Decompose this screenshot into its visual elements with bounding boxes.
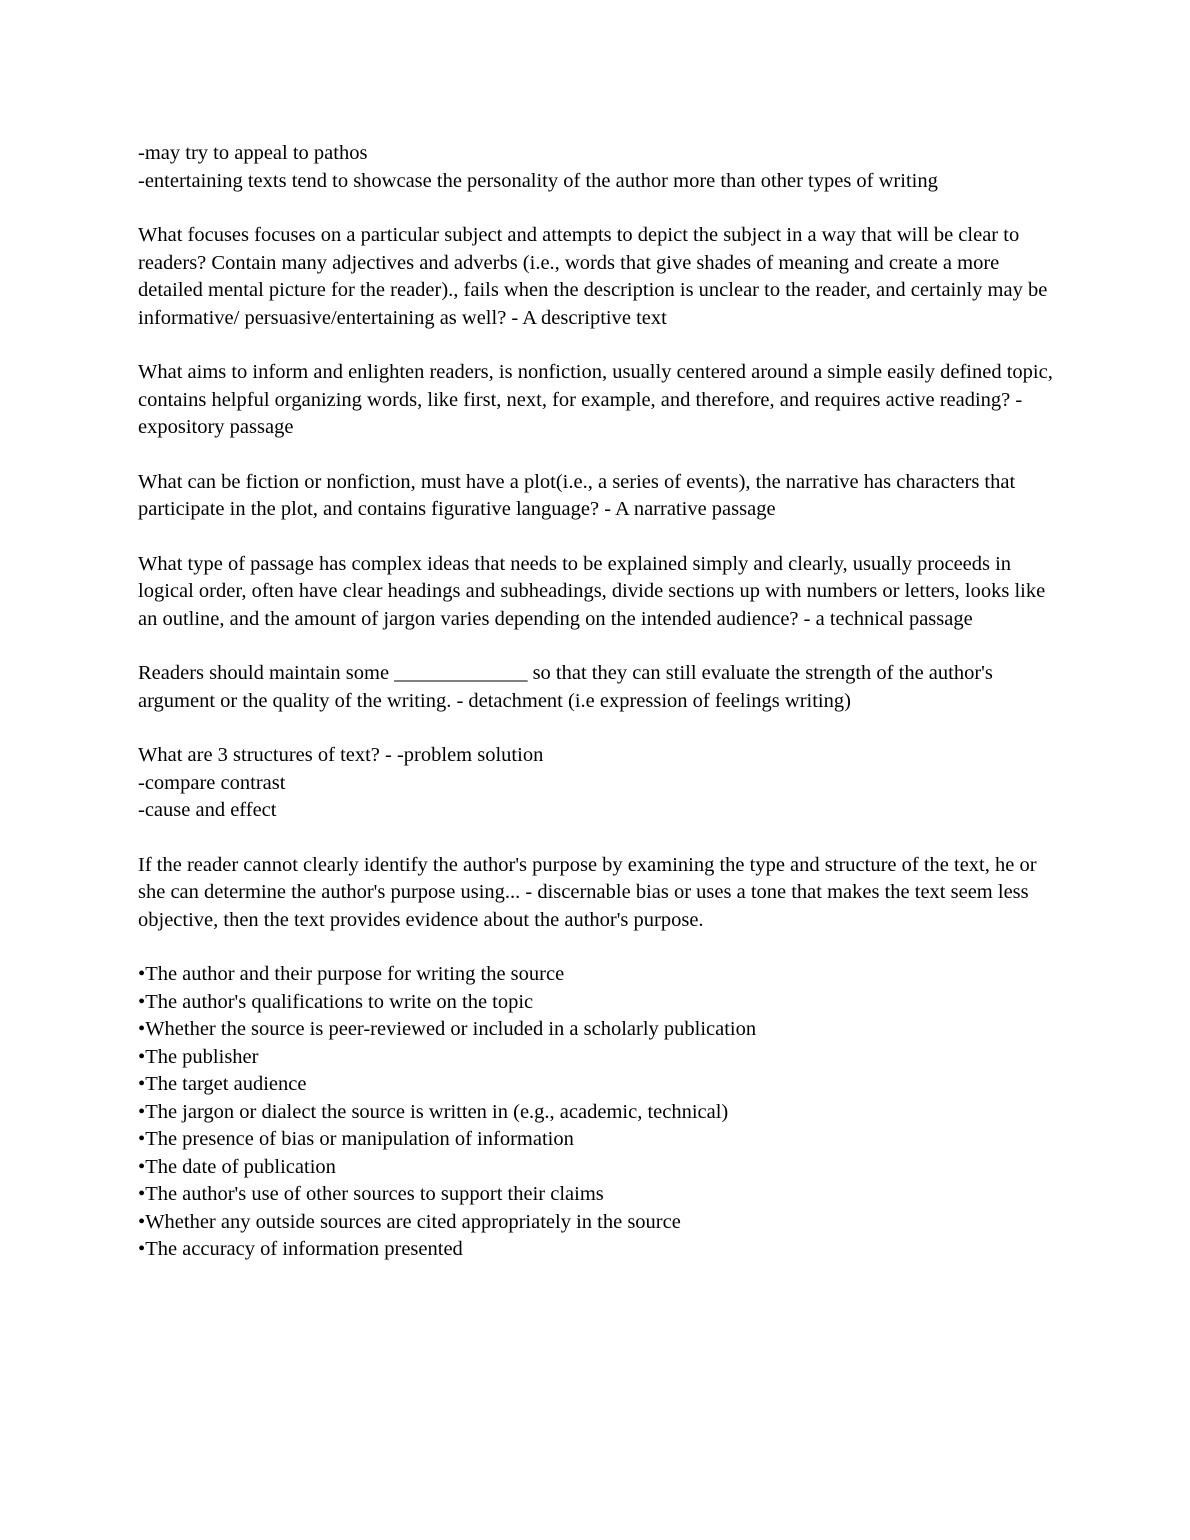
text-line: What are 3 structures of text? - -problem solution: [138, 744, 544, 766]
expository-passage-qa: [138, 359, 1055, 442]
list-item: [138, 1126, 1055, 1154]
list-item-label: The accuracy of information presented: [145, 1238, 463, 1260]
bullet-list: [138, 961, 1055, 1264]
bullet-marker: •: [138, 990, 146, 1013]
list-item: [138, 1071, 1055, 1099]
detachment-fill-in-blank: [138, 660, 1055, 715]
text-line: -compare contrast: [138, 771, 286, 794]
technical-passage-qa: [138, 551, 1055, 634]
bullet-marker: •: [138, 1238, 146, 1260]
list-item-label: The publisher: [145, 1045, 259, 1068]
source-evaluation-list: [138, 961, 1055, 1264]
list-item: [138, 1016, 1055, 1044]
descriptive-text-qa: [138, 222, 1055, 332]
list-item-label: Whether the source is peer-reviewed or included in a scholarly publication: [145, 1018, 757, 1040]
document-body: [138, 140, 1055, 1264]
bullet-marker: •: [138, 1210, 146, 1233]
list-item: [138, 1181, 1055, 1209]
paragraph: What aims to inform and enlighten readers, is nonfiction, usually centered around a simple easily defined topic, contains helpful organizing words, like first, next, for example, and therefore, and requires active reading? - expository passage: [138, 361, 1053, 438]
authors-purpose-qa: [138, 852, 1055, 935]
list-item-label: The jargon or dialect the source is written in (e.g., academic, technical): [145, 1100, 729, 1123]
narrative-passage-qa: [138, 469, 1055, 524]
text-structures-qa: [138, 742, 1055, 825]
bullet-marker: •: [138, 1018, 146, 1040]
bullet-marker: •: [138, 1155, 146, 1178]
paragraph: Readers should maintain some _____________ so that they can still evaluate the strength of the author's argument or the quality of the writing. - detachment (i.e expression of feelings writing): [138, 662, 993, 712]
bullet-marker: •: [138, 1073, 146, 1095]
bullet-marker: •: [138, 963, 146, 985]
bullet-marker: •: [138, 1128, 146, 1150]
list-item: [138, 989, 1055, 1017]
paragraph: What can be fiction or nonfiction, must have a plot(i.e., a series of events), the narrative has characters that participate in the plot, and contains figurative language? - A narrative passage: [138, 470, 1016, 520]
list-item: [138, 1154, 1055, 1182]
text-line: -entertaining texts tend to showcase the personality of the author more than other types of writing: [138, 169, 938, 192]
list-item-label: The target audience: [145, 1073, 307, 1095]
bullet-marker: •: [138, 1100, 146, 1123]
list-item-label: The author and their purpose for writing the source: [145, 963, 565, 985]
paragraph: If the reader cannot clearly identify the author's purpose by examining the type and structure of the text, he or she can determine the author's purpose using... - discernable bias or uses a tone that makes the text seem less objective, then the text provides evidence about the author's purpose.: [138, 853, 1037, 931]
list-item-label: The author's qualifications to write on the topic: [145, 990, 534, 1013]
text-line: -cause and effect: [138, 799, 277, 821]
list-item-label: The date of publication: [145, 1155, 336, 1178]
bullet-marker: •: [138, 1183, 146, 1205]
list-item: [138, 961, 1055, 989]
list-item-label: Whether any outside sources are cited appropriately in the source: [145, 1210, 681, 1233]
list-item: [138, 1044, 1055, 1072]
list-item: [138, 1236, 1055, 1264]
list-item: [138, 1209, 1055, 1237]
text-line: -may try to appeal to pathos: [138, 142, 368, 164]
paragraph: What type of passage has complex ideas that needs to be explained simply and clearly, usually proceeds in logical order, often have clear headings and subheadings, divide sections up with numbers or letters, looks like an outline, and the amount of jargon varies depending on the intended audience? - a technical passage: [138, 552, 1046, 630]
paragraph: What focuses focuses on a particular subject and attempts to depict the subject in a way that will be clear to readers? Contain many adjectives and adverbs (i.e., words that give shades of meaning and create a more detailed mental picture for the reader)., fails when the description is unclear to the reader, and certainly may be informative/ persuasive/entertaining as well? - A descriptive text: [138, 224, 1048, 329]
list-item-label: The author's use of other sources to support their claims: [145, 1183, 604, 1205]
intro-lines: [138, 140, 1055, 195]
list-item-label: The presence of bias or manipulation of information: [145, 1128, 574, 1150]
bullet-marker: •: [138, 1045, 146, 1068]
list-item: [138, 1099, 1055, 1127]
